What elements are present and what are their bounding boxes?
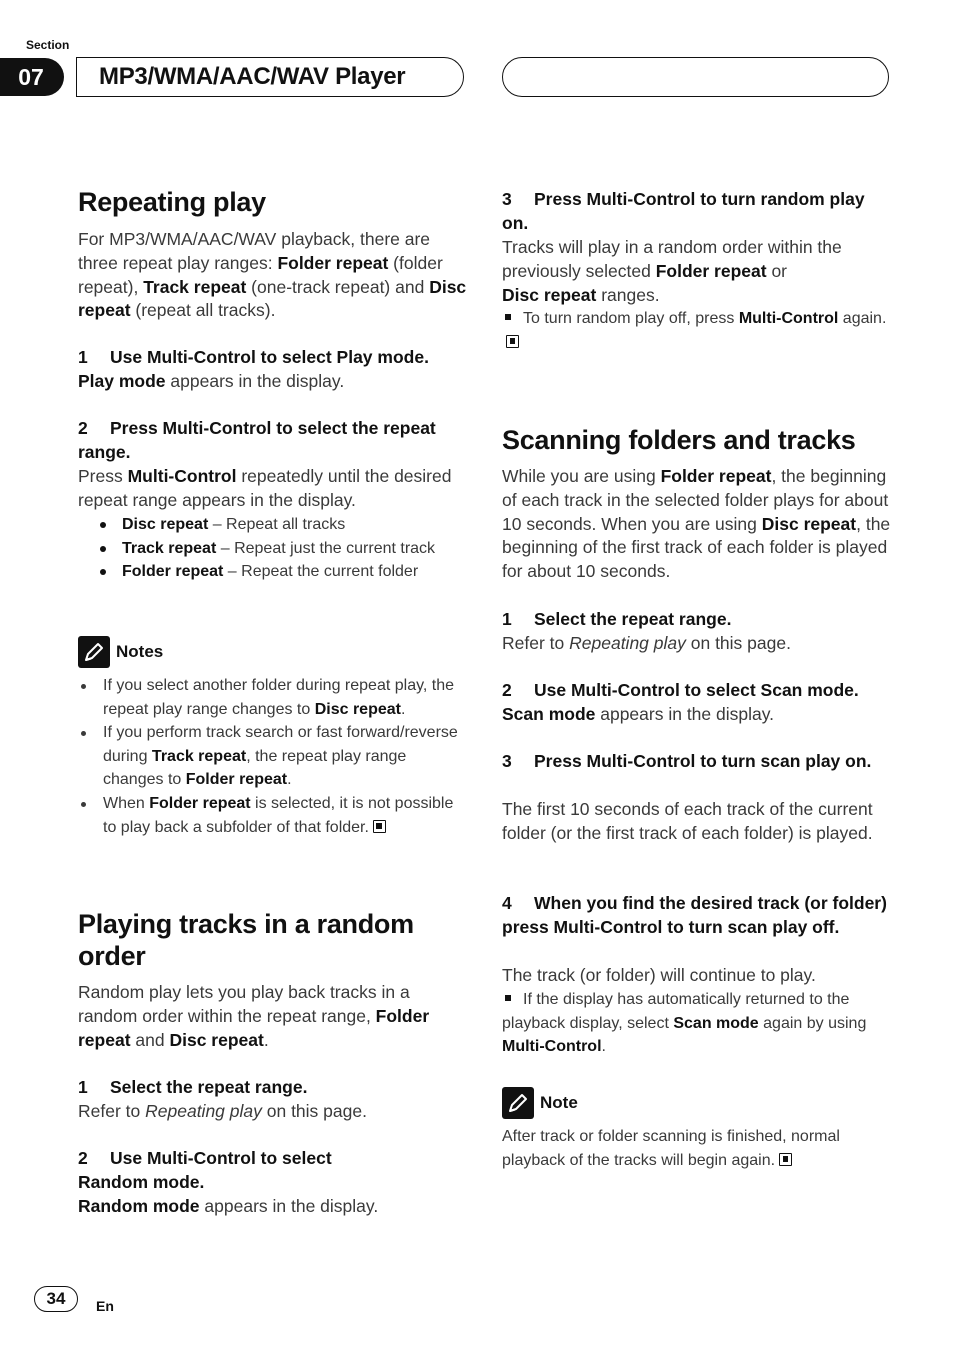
language-code: En (96, 1298, 114, 1314)
notes-list (78, 674, 464, 839)
scan-step-1-body: Refer to Repeating play on this page. (502, 633, 791, 653)
scan-step-2-body: Scan mode appears in the display. (502, 704, 775, 724)
random-tip: To turn random play off, press Multi-Control again. (502, 307, 892, 354)
repeat-range-list (78, 513, 470, 584)
repeating-play-intro: For MP3/WMA/AAC/WAV playback, there are three repeat play ranges: Folder repeat (folder repeat), Track repeat (one-track repeat) and Disc repeat (repeat all tracks). (78, 229, 467, 321)
random-step-1: 1 Select the repeat range. (78, 1077, 308, 1097)
random-step-3: 3 Press Multi-Control to turn random play on. (502, 189, 865, 233)
scanning-intro: While you are using Folder repeat, the beginning of each track in the selected folder plays for about 10 seconds. When you are using Disc repeat, the beginning of the first track of each folder is played for about 10 seconds. (502, 466, 891, 582)
heading-random-play: Playing tracks in a random order (78, 909, 414, 971)
repeat-step-1-body: Play mode appears in the display. (78, 371, 345, 391)
scan-step-3-body: The first 10 seconds of each track of the current folder (or the first track of each folder) is played. (502, 799, 873, 843)
note-label: Note (540, 1093, 578, 1112)
end-mark-icon (779, 1153, 792, 1166)
scan-step-4: 4 When you find the desired track (or folder) press Multi-Control to turn scan play off. (502, 893, 887, 937)
chapter-title: MP3/WMA/AAC/WAV Player (76, 57, 464, 97)
section-label: Section (26, 38, 70, 52)
scan-step-4-body: The track (or folder) will continue to play. (502, 965, 816, 985)
list-item: Disc repeat – Repeat all tracks (78, 513, 470, 537)
pencil-icon (78, 636, 110, 668)
section-number-badge: 07 (0, 58, 64, 96)
heading-repeating-play: Repeating play (78, 187, 266, 217)
random-step-2: 2 Use Multi-Control to select Random mode. (78, 1148, 332, 1192)
scan-step-2: 2 Use Multi-Control to select Scan mode. (502, 680, 859, 700)
repeat-step-2: 2 Press Multi-Control to select the repeat range. (78, 418, 436, 462)
note-header (502, 1087, 578, 1119)
repeat-step-1: 1 Use Multi-Control to select Play mode. (78, 347, 429, 367)
scan-step-3: 3 Press Multi-Control to turn scan play on. (502, 751, 872, 771)
scan-note: After track or folder scanning is finished, normal playback of the tracks will begin again. (502, 1128, 840, 1169)
random-step-1-body: Refer to Repeating play on this page. (78, 1101, 367, 1121)
page-number: 34 (34, 1286, 78, 1312)
scan-step-1: 1 Select the repeat range. (502, 609, 732, 629)
pencil-icon (502, 1087, 534, 1119)
scan-tip: If the display has automatically returned to the playback display, select Scan mode again by using Multi-Control. (502, 991, 867, 1056)
end-mark-icon (373, 820, 386, 833)
notes-header (78, 636, 163, 668)
random-step-2-body: Random mode appears in the display. (78, 1196, 379, 1216)
repeat-step-2-body: Press Multi-Control repeatedly until the desired repeat range appears in the display. (78, 466, 452, 510)
random-step-3-body: Tracks will play in a random order within the previously selected Folder repeat or Disc repeat ranges. (502, 237, 842, 305)
random-play-intro: Random play lets you play back tracks in a random order within the repeat range, Folder repeat and Disc repeat. (78, 982, 430, 1050)
heading-scanning: Scanning folders and tracks (502, 425, 856, 455)
list-item: If you select another folder during repeat play, the repeat play range changes to Disc repeat. (78, 674, 464, 721)
end-mark-icon (506, 335, 519, 348)
square-bullet-icon (505, 314, 511, 320)
list-item: When Folder repeat is selected, it is not possible to play back a subfolder of that folder. (78, 792, 464, 839)
list-item: Track repeat – Repeat just the current track (78, 537, 470, 561)
notes-label: Notes (116, 642, 164, 661)
header-blank-box (502, 57, 889, 97)
square-bullet-icon (505, 995, 511, 1001)
list-item: Folder repeat – Repeat the current folder (78, 560, 470, 584)
list-item: If you perform track search or fast forward/reverse during Track repeat, the repeat play range changes to Folder repeat. (78, 721, 464, 792)
